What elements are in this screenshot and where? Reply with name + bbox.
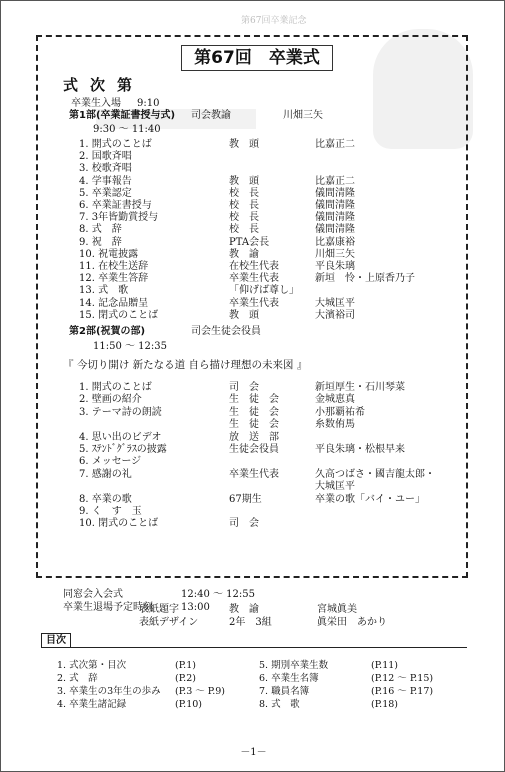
item-role: 教 頭 (229, 139, 259, 150)
item-person: 比嘉康裕 (315, 236, 355, 248)
credit-person-1: 宮城眞美 (317, 604, 357, 615)
item-label: 10. 閉式のことば (79, 518, 159, 530)
toc-page: (P.11) (371, 660, 398, 671)
item-label: 12. 卒業生答辞 (79, 273, 149, 285)
shiki-shidai-heading: 式次第 (63, 76, 145, 94)
item-label: 5. ｽﾃﾝﾄﾞｸﾞﾗｽの披露 (79, 444, 167, 455)
item-role: 司 会 (229, 382, 259, 393)
item-role: 生 徒 会 (229, 394, 279, 406)
item-label: 6. 卒業証書授与 (79, 200, 152, 211)
item-role: 放 送 部 (229, 431, 279, 443)
item-person: 大城匡平 (315, 297, 355, 309)
toc-label: 8. 式 歌 (259, 699, 300, 710)
after-value-2: 13:00 (181, 602, 210, 613)
toc-label: 7. 職員名簿 (259, 686, 310, 697)
item-person: 小那覇祐希 (315, 406, 365, 418)
item-role: 生 徒 会 (229, 419, 279, 431)
entry-label: 卒業生入場 (71, 98, 121, 109)
item-label: 11. 在校生送辞 (79, 261, 149, 272)
item-label: 3. 校歌斉唱 (79, 163, 132, 175)
page-title: 第67回 卒業式 (181, 45, 333, 71)
item-label: 7. 感謝の礼 (79, 468, 132, 480)
after-value-1: 12:40 ～ 12:55 (181, 589, 255, 600)
toc-label: 1. 式次第・目次 (57, 660, 127, 671)
item-person: 儀間清隆 (315, 224, 355, 236)
item-role: 教 頭 (229, 309, 259, 321)
item-role: 「仰げば尊し」 (229, 285, 299, 297)
bleed-through-text: 第67回卒業記念 (241, 16, 307, 26)
item-label: 2. 壁画の紹介 (79, 394, 142, 406)
credit-label-1: 表紙題字 (139, 604, 179, 615)
item-person: 新垣厚生・石川琴菜 (315, 382, 405, 393)
item-label: 1. 開式のことば (79, 382, 152, 393)
toc-label: 3. 卒業生の3年生の歩み (57, 686, 161, 697)
item-label: 9. く す 玉 (79, 506, 142, 517)
entry-time: 9:10 (137, 98, 160, 109)
item-label: 8. 式 辞 (79, 224, 122, 236)
item-role: 校 長 (229, 212, 259, 224)
credit-label-2: 表紙デザイン (139, 617, 199, 628)
item-person: 儀間清隆 (315, 200, 355, 211)
item-person: 糸数侑馬 (315, 419, 355, 431)
part1-heading: 第1部(卒業証書授与式) (69, 110, 176, 121)
item-label: 1. 開式のことば (79, 139, 152, 150)
item-person: 比嘉正二 (315, 139, 355, 150)
item-role: 在校生代表 (229, 261, 279, 272)
item-role: 司 会 (229, 518, 259, 530)
item-person: 儀間清隆 (315, 187, 355, 199)
item-label: 10. 祝電披露 (79, 248, 139, 260)
item-label: 6. メッセージ (79, 456, 142, 468)
item-person: 川畑三矢 (315, 248, 355, 260)
item-label: 4. 思い出のビデオ (79, 431, 162, 443)
item-person: 平良朱璃 (315, 261, 355, 272)
mokuji-rule (41, 647, 467, 648)
item-person: 大濱裕司 (315, 309, 355, 321)
item-person: 新垣 怜・上原香乃子 (315, 273, 415, 285)
toc-label: 6. 卒業生名簿 (259, 673, 319, 684)
toc-label: 2. 式 辞 (57, 673, 98, 684)
item-label: 3. テーマ詩の朗読 (79, 406, 162, 418)
item-label: 14. 記念品贈呈 (79, 297, 149, 309)
item-person: 久高つばさ・國吉龍太郎・ (315, 468, 435, 480)
item-role: 教 頭 (229, 175, 259, 187)
item-role: 生徒会役員 (229, 444, 279, 455)
after-label-1: 同窓会入会式 (63, 589, 123, 600)
toc-label: 4. 卒業生諸記録 (57, 699, 127, 710)
item-label: 2. 国歌斉唱 (79, 151, 132, 163)
item-role: 校 長 (229, 200, 259, 211)
item-label: 4. 学事報告 (79, 175, 132, 187)
item-label: 9. 祝 辞 (79, 236, 122, 248)
toc-page: (P.18) (371, 699, 398, 710)
item-label: 7. 3年皆勤賞授与 (79, 212, 159, 224)
credit-person-2: 眞栄田 あかり (317, 617, 387, 628)
item-role: 67期生 (229, 493, 262, 505)
item-person: 金城恵真 (315, 394, 355, 406)
item-label: 15. 閉式のことば (79, 309, 159, 321)
toc-page: (P.3 ～ P.9) (175, 686, 226, 697)
part2-heading: 第2部(祝賀の部) (69, 326, 146, 337)
item-role: PTA会長 (229, 236, 270, 248)
item-person: 儀間清隆 (315, 212, 355, 224)
item-role: 校 長 (229, 187, 259, 199)
after-label-2: 卒業生退場予定時刻 (63, 602, 153, 613)
toc-label: 5. 期別卒業生数 (259, 660, 329, 671)
part2-role: 司会生徒会役員 (191, 326, 261, 337)
toc-page: (P.2) (175, 673, 196, 684)
toc-page: (P.12 ～ P.15) (371, 673, 434, 684)
item-label: 8. 卒業の歌 (79, 493, 132, 505)
credit-role-2: 2年 3組 (229, 617, 272, 628)
part1-person: 川畑三矢 (283, 110, 323, 121)
item-role: 卒業生代表 (229, 273, 279, 285)
item-role: 卒業生代表 (229, 297, 279, 309)
item-role: 教 諭 (229, 248, 259, 260)
mokuji-heading: 目次 (41, 633, 71, 648)
item-person: 平良朱璃・松根早来 (315, 444, 405, 455)
toc-page: (P.1) (175, 660, 196, 671)
item-label: 5. 卒業認定 (79, 187, 132, 199)
part1-time: 9:30 ～ 11:40 (93, 124, 161, 135)
item-role: 生 徒 会 (229, 406, 279, 418)
part2-theme: 『 今切り開け 新たなる道 自ら描け理想の未来図 』 (63, 359, 308, 371)
item-person: 大城匡平 (315, 481, 355, 493)
part2-time: 11:50 ～ 12:35 (93, 341, 167, 352)
toc-page: (P.10) (175, 699, 202, 710)
item-role: 卒業生代表 (229, 468, 279, 480)
credit-role-1: 教 諭 (229, 604, 259, 615)
item-person: 卒業の歌「バイ・ユー」 (315, 493, 425, 505)
toc-page: (P.16 ～ P.17) (371, 686, 434, 697)
item-person: 比嘉正二 (315, 175, 355, 187)
page-number: －1－ (240, 747, 267, 758)
item-role: 校 長 (229, 224, 259, 236)
part1-role: 司会教諭 (191, 110, 231, 121)
item-label: 13. 式 歌 (79, 285, 129, 297)
